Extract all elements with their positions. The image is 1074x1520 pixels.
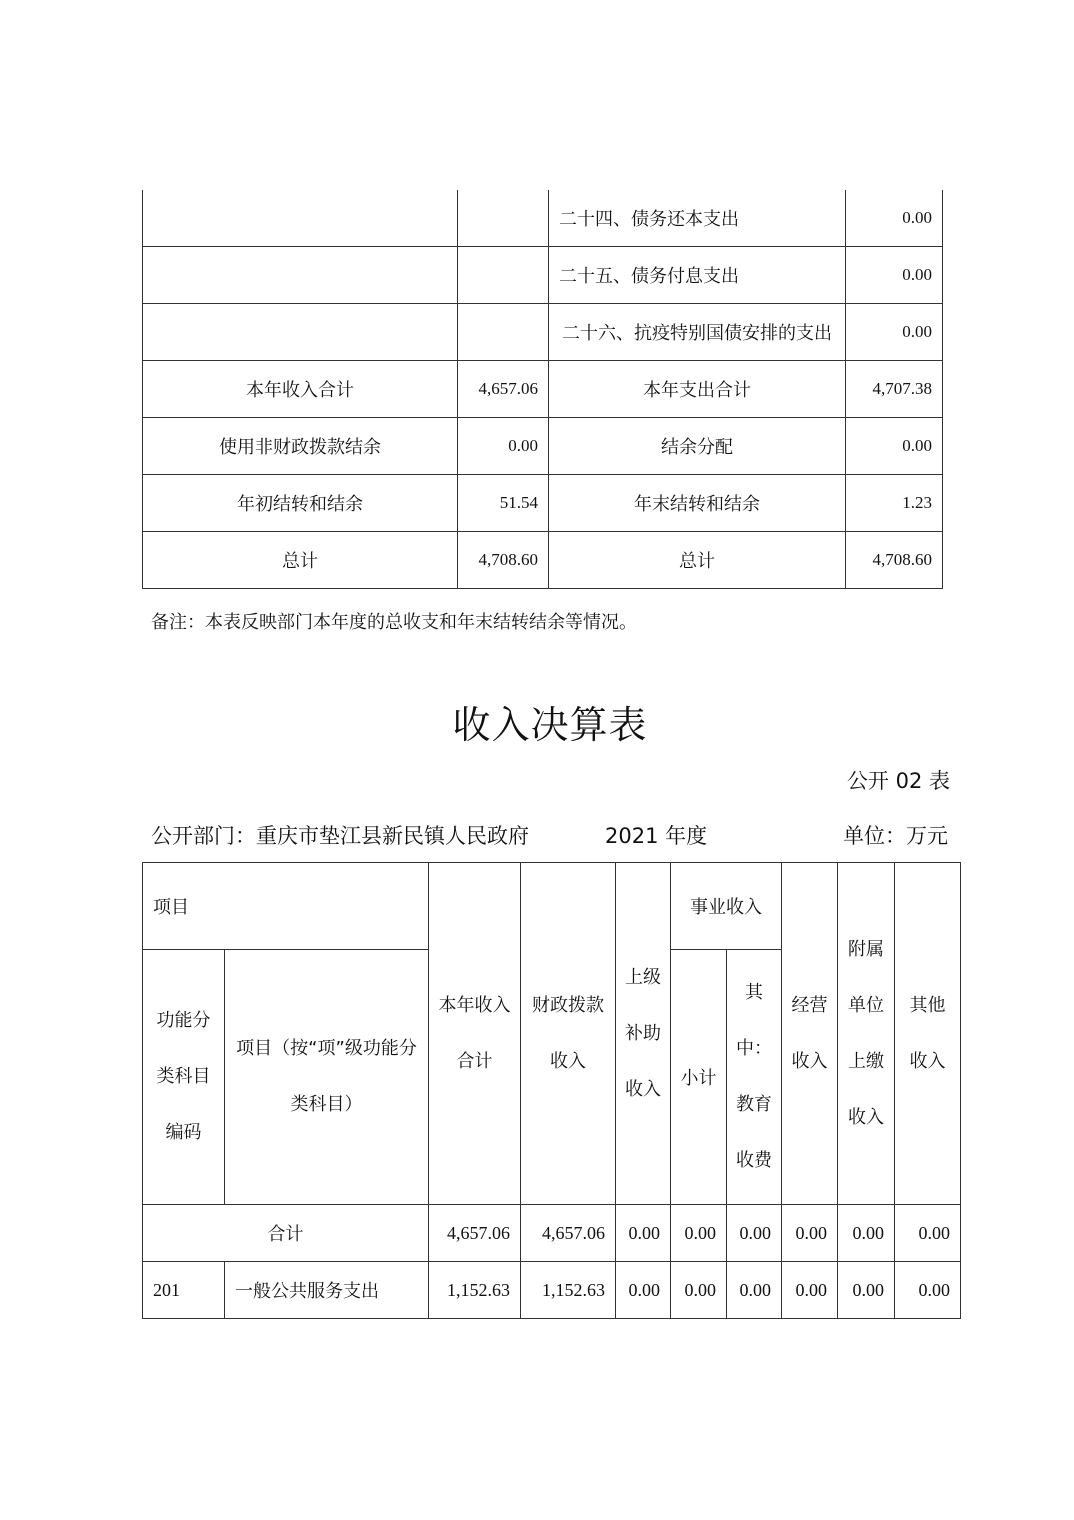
table-cell: 0.00 [782, 1262, 838, 1319]
right-value: 0.00 [846, 418, 943, 475]
right-label: 年末结转和结余 [549, 475, 846, 532]
left-value [458, 247, 549, 304]
left-value: 4,708.60 [458, 532, 549, 589]
header-superior: 上级 补助 收入 [616, 863, 671, 1205]
header-business: 经营 收入 [782, 863, 838, 1205]
header-other: 其他 收入 [895, 863, 961, 1205]
table-row [143, 361, 943, 418]
header-func-code: 功能分 类科目 编码 [143, 950, 225, 1205]
table-cell: 0.00 [616, 1205, 671, 1262]
right-label: 总计 [549, 532, 846, 589]
table-cell: 0.00 [782, 1205, 838, 1262]
header-total-income: 本年收入 合计 [429, 863, 521, 1205]
table-cell: 0.00 [895, 1262, 961, 1319]
right-label: 结余分配 [549, 418, 846, 475]
right-label: 二十五、债务付息支出 [549, 247, 846, 304]
left-value [458, 304, 549, 361]
right-value: 4,707.38 [846, 361, 943, 418]
table-row [143, 304, 943, 361]
item-name-cell: 一般公共服务支出 [225, 1262, 429, 1319]
header-career-income: 事业收入 [671, 863, 782, 950]
table-row [143, 1205, 961, 1262]
header-item-name: 项目（按“项”级功能分 类科目） [225, 950, 429, 1205]
right-value: 4,708.60 [846, 532, 943, 589]
table-row [143, 190, 943, 247]
left-label: 使用非财政拨款结余 [143, 418, 458, 475]
left-value: 0.00 [458, 418, 549, 475]
header-education: 其 中： 教育 收费 [727, 950, 782, 1205]
right-label: 二十六、抗疫特别国债安排的支出 [549, 304, 846, 361]
left-value: 51.54 [458, 475, 549, 532]
table-cell: 0.00 [895, 1205, 961, 1262]
department-label: 公开部门：重庆市垫江县新民镇人民政府 [151, 824, 529, 848]
header-row [143, 863, 961, 950]
left-label [143, 304, 458, 361]
table-cell: 4,657.06 [429, 1205, 521, 1262]
right-value: 0.00 [846, 190, 943, 247]
table-note: 备注：本表反映部门本年度的总收支和年末结转结余等情况。 [151, 612, 637, 633]
table-cell: 0.00 [671, 1262, 727, 1319]
income-table [142, 862, 961, 1319]
table-cell: 0.00 [671, 1205, 727, 1262]
table-number: 公开 02 表 [846, 769, 950, 793]
left-label [143, 247, 458, 304]
table-cell: 0.00 [727, 1205, 782, 1262]
right-value: 1.23 [846, 475, 943, 532]
left-label: 总计 [143, 532, 458, 589]
left-label: 本年收入合计 [143, 361, 458, 418]
right-value: 0.00 [846, 247, 943, 304]
header-project: 项目 [143, 863, 429, 950]
table-cell: 4,657.06 [521, 1205, 616, 1262]
year-label: 2021 年度 [605, 824, 708, 848]
right-label: 二十四、债务还本支出 [549, 190, 846, 247]
table-cell: 0.00 [727, 1262, 782, 1319]
left-value [458, 190, 549, 247]
right-value: 0.00 [846, 304, 943, 361]
summary-table [142, 190, 943, 589]
left-value: 4,657.06 [458, 361, 549, 418]
table-cell: 1,152.63 [429, 1262, 521, 1319]
right-label: 本年支出合计 [549, 361, 846, 418]
table-row [143, 1262, 961, 1319]
table-cell: 0.00 [838, 1262, 895, 1319]
left-label: 年初结转和结余 [143, 475, 458, 532]
func-code-cell: 201 [143, 1262, 225, 1319]
table-cell: 0.00 [616, 1262, 671, 1319]
table-cell: 0.00 [838, 1205, 895, 1262]
left-label [143, 190, 458, 247]
table-row [143, 247, 943, 304]
header-subtotal: 小计 [671, 950, 727, 1205]
unit-label: 单位：万元 [843, 824, 948, 848]
page-title: 收入决算表 [452, 703, 648, 747]
income-table-body [143, 863, 961, 1319]
table-row [143, 532, 943, 589]
table-row [143, 475, 943, 532]
total-row-label: 合计 [143, 1205, 429, 1262]
table-cell: 1,152.63 [521, 1262, 616, 1319]
table-row [143, 418, 943, 475]
summary-table-body [143, 190, 943, 589]
header-fiscal: 财政拨款 收入 [521, 863, 616, 1205]
header-affiliated: 附属 单位 上缴 收入 [838, 863, 895, 1205]
